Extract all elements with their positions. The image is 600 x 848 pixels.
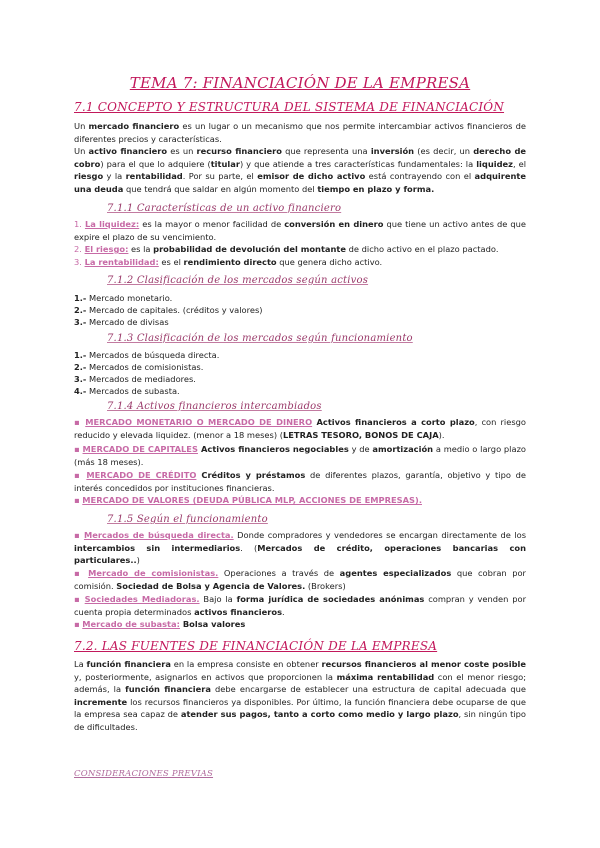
list-item: 2.- Mercados de comisionistas. — [74, 362, 204, 372]
list-item: 2. El riesgo: es la probabilidad de devolución del montante de dicho activo en el plazo pactado. — [74, 244, 499, 254]
list-item: ▪ Mercado de subasta: Bolsa valores — [74, 619, 246, 629]
subheading-consideraciones-previas: CONSIDERACIONES PREVIAS — [74, 769, 214, 779]
list-item: ▪ MERCADO DE CAPITALES Activos financieros negociables y de amortización a medio o largo plazo (más 18 meses). — [74, 444, 527, 467]
list-item: 3.- Mercado de divisas — [74, 317, 169, 327]
list-item: 1.- Mercados de búsqueda directa. — [74, 350, 220, 360]
page-title: TEMA 7: FINANCIACIÓN DE LA EMPRESA — [129, 74, 471, 92]
subsection-heading-7-1-5: 7.1.5 Según el funcionamiento — [107, 514, 268, 525]
section-heading-7-1: 7.1 CONCEPTO Y ESTRUCTURA DEL SISTEMA DE FINANCIACIÓN — [74, 100, 505, 114]
list-item: ▪ Mercado de comisionistas. Operaciones a través de agentes especializados que cobran por comisión. Sociedad de Bolsa y Agencia de Valores. (Brokers) — [74, 568, 526, 591]
list-item: ▪ MERCADO MONETARIO O MERCADO DE DINERO Activos financieros a corto plazo, con riesgo reducido y elevada liquidez. (menor a 18 meses) (LETRAS TESORO, BONOS DE CAJA). — [74, 417, 526, 440]
subsection-heading-7-1-2: 7.1.2 Clasificación de los mercados según activos — [107, 275, 369, 286]
paragraph-funcion-financiera: La función financiera en la empresa consiste en obtener recursos financieros al menor coste posible y, posteriormente, asignarlos en activos que proporcionen la máxima rentabilidad con el menor riesgo; además, la función financiera debe encargarse de establecer una estructura de capital adecuada que incremente los recursos financieros ya disponibles. Por último, la función financiera debe ocuparse de que la empresa sea capaz de atender sus pagos, tanto a corto como medio y largo plazo, sin ningún tipo de dificultades. — [74, 659, 527, 732]
list-item: 3. La rentabilidad: es el rendimiento directo que genera dicho activo. — [74, 257, 383, 267]
subsection-heading-7-1-4: 7.1.4 Activos financieros intercambiados — [107, 401, 322, 412]
list-item: ▪ MERCADO DE CRÉDITO Créditos y préstamos de diferentes plazos, garantía, objetivo y tipo de interés concedidos por instituciones financieras. — [74, 470, 527, 493]
list-item: ▪ MERCADO DE VALORES (DEUDA PÚBLICA MLP, ACCIONES DE EMPRESAS). — [74, 495, 422, 505]
section-heading-7-2: 7.2. LAS FUENTES DE FINANCIACIÓN DE LA EMPRESA — [74, 639, 438, 653]
list-item: ▪ Mercados de búsqueda directa. Donde compradores y vendedores se encargan directamente de los intercambios sin intermediarios. (Mercados de crédito, operaciones bancarias con particulares..) — [74, 530, 527, 565]
subsection-heading-7-1-3: 7.1.3 Clasificación de los mercados según funcionamiento — [107, 333, 413, 344]
paragraph-mercado-financiero: Un mercado financiero es un lugar o un mecanismo que nos permite intercambiar activos financieros de diferentes precios y características. — [74, 121, 527, 144]
list-item: 4.- Mercados de subasta. — [74, 386, 180, 396]
list-item: 1.- Mercado monetario. — [74, 293, 173, 303]
paragraph-activo-financiero: Un activo financiero es un recurso financiero que representa una inversión (es decir, un derecho de cobro) para el que lo adquiere (titular) y que atiende a tres características fundamentales: la liquidez, el riesgo y la rentabilidad. Por su parte, el emisor de dicho activo está contrayendo con el adquirente una deuda que tendrá que saldar en algún momento del tiempo en plazo y forma. — [74, 146, 527, 194]
list-item: 1. La liquidez: es la mayor o menor facilidad de conversión en dinero que tiene un activo antes de que expire el plazo de su vencimiento. — [74, 219, 526, 242]
list-item: 3.- Mercados de mediadores. — [74, 374, 196, 384]
subsection-heading-7-1-1: 7.1.1 Características de un activo financiero — [107, 203, 342, 214]
list-item: ▪ Sociedades Mediadoras. Bajo la forma jurídica de sociedades anónimas compran y venden por cuenta propia determinados activos financieros. — [74, 594, 527, 617]
list-item: 2.- Mercado de capitales. (créditos y valores) — [74, 305, 263, 315]
